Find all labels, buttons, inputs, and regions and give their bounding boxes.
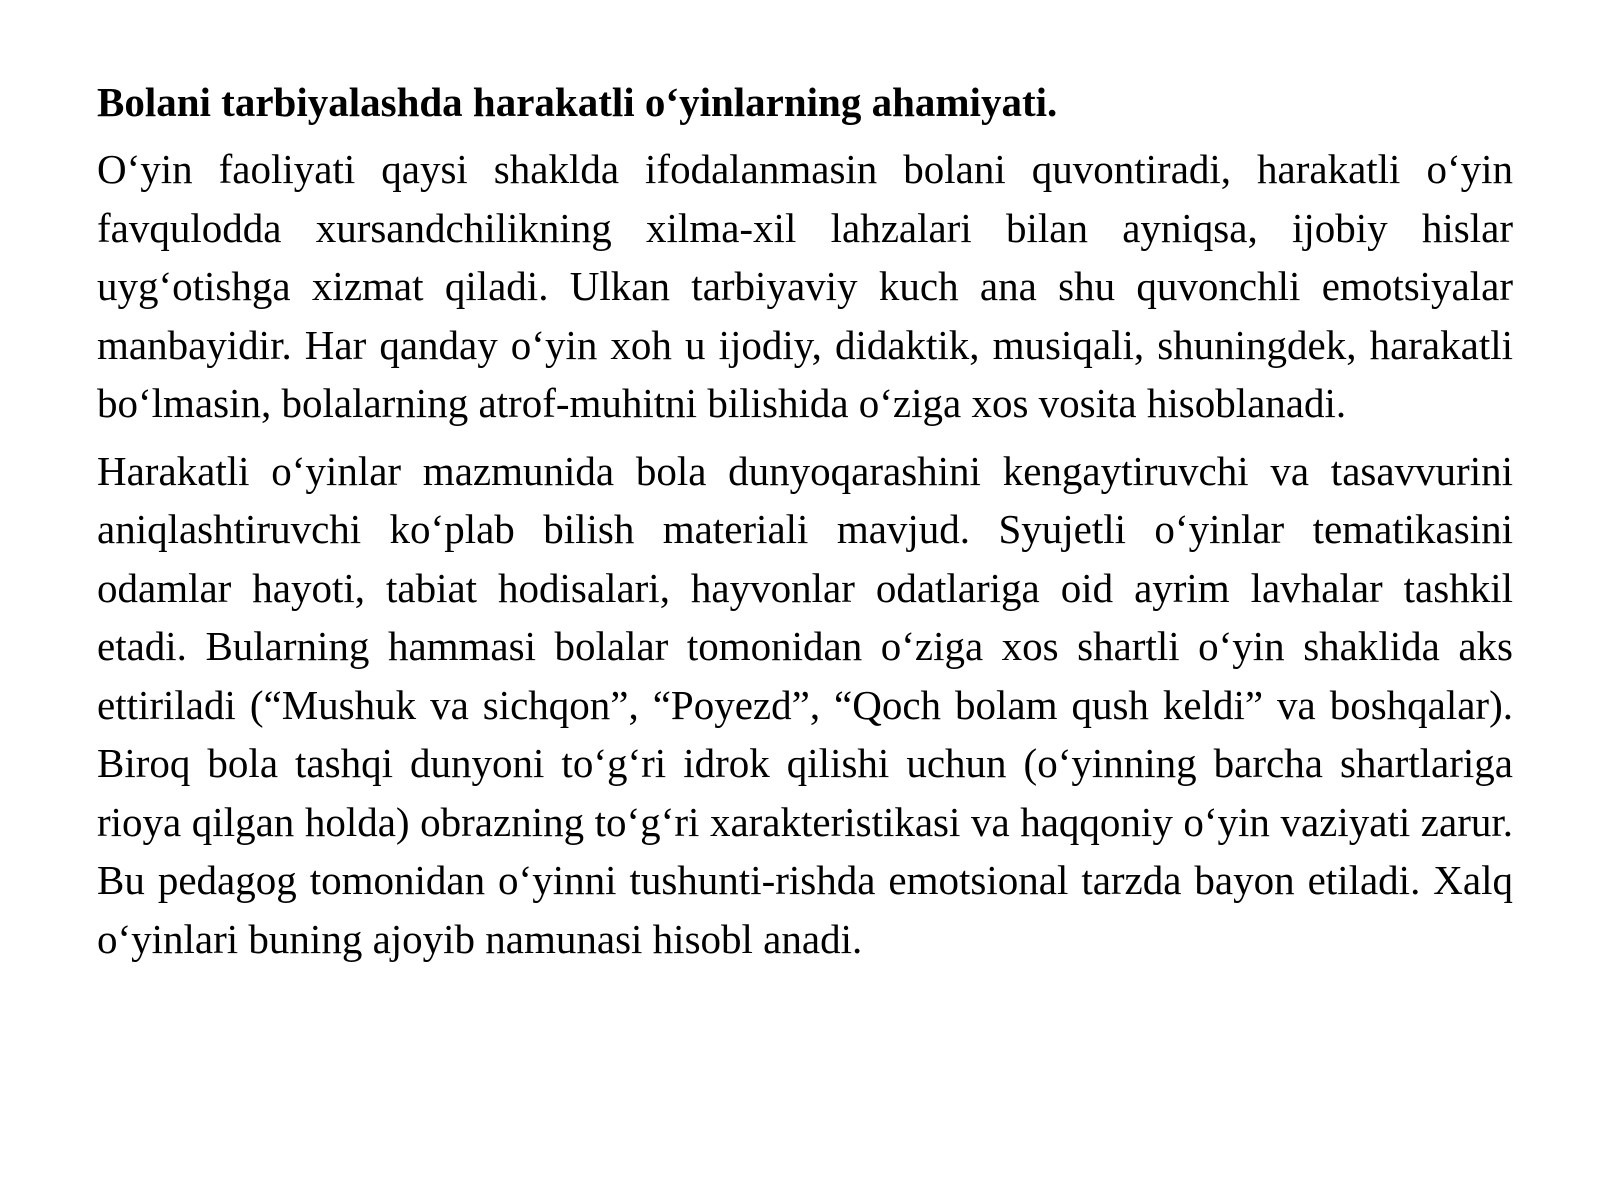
- document-page: [97, 76, 1513, 968]
- paragraph-2: Harakatli o‘yinlar mazmunida bola dunyoqarashini kengaytiruvchi va tasavvurini aniqlashtiruvchi ko‘plab bilish materiali mavjud. Syujetli o‘yinlar tematikasini odamlar hayoti, tabiat hodisalari, hayvonlar odatlariga oid ayrim lavhalar tashkil etadi. Bularning hammasi bolalar tomonidan o‘ziga xos shartli o‘yin shaklida aks ettiriladi (“Mushuk va sichqon”, “Poyezd”, “Qoch bolam qush keldi” va boshqalar). Biroq bola tashqi dunyoni to‘g‘ri idrok qilishi uchun (o‘yinning barcha shartlariga rioya qilgan holda) obrazning to‘g‘ri xarakteristikasi va haqqoniy o‘yin vaziyati zarur. Bu pedagog tomonidan o‘yinni tushunti-rishda emotsional tarzda bayon etiladi. Xalq o‘yinlari buning ajoyib namunasi hisobl anadi.: [97, 447, 1513, 962]
- document-title: Bolani tarbiyalashda harakatli o‘yinlarning ahamiyati.: [97, 79, 1058, 125]
- paragraph-1: O‘yin faoliyati qaysi shaklda ifodalanmasin bolani quvontiradi, harakatli o‘yin favqulodda xursandchilikning xilma-xil lahzalari bilan ayniqsa, ijobiy hislar uyg‘otishga xizmat qiladi. Ulkan tarbiyaviy kuch ana shu quvonchli emotsiyalar manbayidir. Har qanday o‘yin xoh u ijodiy, didaktik, musiqali, shuningdek, harakatli bo‘lmasin, bolalarning atrof-muhitni bilishida o‘ziga xos vosita hisoblanadi.: [97, 146, 1513, 426]
